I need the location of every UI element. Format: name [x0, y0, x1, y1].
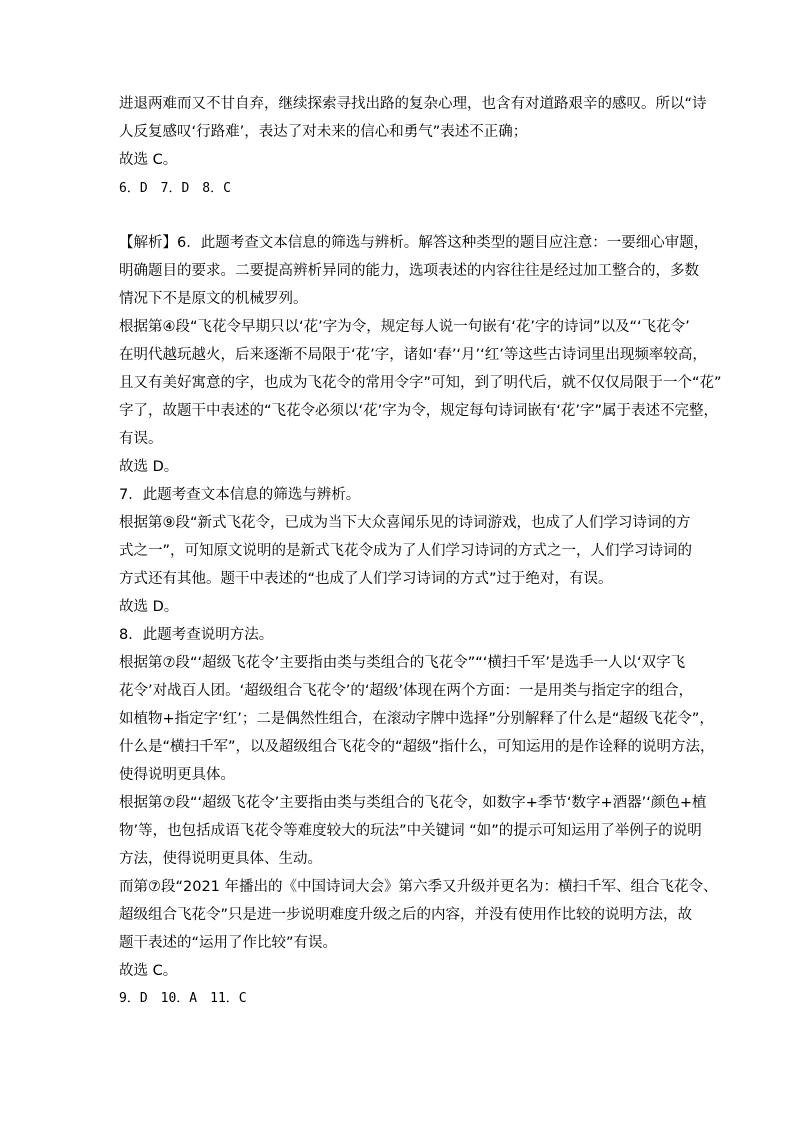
paragraph-line: 故选 C。: [119, 963, 178, 979]
paragraph-line: 使得说明更具体。: [119, 767, 235, 783]
paragraph-line: 方法，使得说明更具体、生动。: [119, 851, 322, 867]
paragraph-line: 题干表述的“运用了作比较”有误。: [119, 935, 338, 951]
paragraph-line: 明确题目的要求。二要提高辨析异同的能力，选项表述的内容往往是经过加工整合的，多数: [119, 263, 699, 279]
answer-key: 6．D 7．D 8．C: [119, 181, 231, 196]
paragraph-line: 在明代越玩越火，后来逐渐不局限于‘花’字，诸如‘春’‘月’‘红’等这些古诗词里出现频率较高，: [119, 347, 707, 363]
paragraph-line: 而第⑦段“2021 年播出的《中国诗词大会》第六季又升级并更名为：横扫千军、组合飞花令、: [119, 879, 718, 895]
paragraph-line: 根据第④段“飞花令早期只以‘花’字为令，规定每人说一句嵌有‘花’字的诗词”以及“‘飞花令’: [119, 319, 690, 335]
paragraph-line: 方式还有其他。题干中表述的“也成了人们学习诗词的方式”过于绝对，有误。: [119, 571, 613, 587]
analysis-heading-line: 【解析】6．此题考查文本信息的筛选与辨析。解答这种类型的题目应注意：一要细心审题，: [119, 235, 709, 251]
paragraph-line: 式之一”，可知原文说明的是新式飞花令成为了人们学习诗词的方式之一，人们学习诗词的: [119, 543, 693, 559]
paragraph-line: 有误。: [119, 431, 163, 447]
paragraph-line: 什么是“横扫千军”，以及超级组合飞花令的“超级”指什么，可知运用的是作诠释的说明方法，: [119, 739, 715, 755]
paragraph-line: 8．此题考查说明方法。: [119, 627, 274, 643]
paragraph-line: 超级组合飞花令”只是进一步说明难度升级之后的内容，并没有使用作比较的说明方法，故: [119, 907, 693, 923]
paragraph-line: 故选 D。: [119, 459, 179, 475]
paragraph-line: 进退两难而又不甘自弃，继续探索寻找出路的复杂心理，也含有对道路艰辛的感叹。所以“诗: [119, 96, 707, 112]
paragraph-line: 人反复感叹‘行路难’，表达了对未来的信心和勇气”表述不正确；: [119, 124, 528, 140]
paragraph-line: 7．此题考查文本信息的筛选与辨析。: [119, 487, 361, 503]
paragraph-line: 字了，故题干中表述的“飞花令必须以‘花’字为令，规定每句诗词嵌有‘花’字”属于表述不完整，: [119, 403, 718, 419]
answer-key: 9．D 10．A 11．C: [119, 991, 247, 1006]
paragraph-line: 且又有美好寓意的字，也成为飞花令的常用令字”可知，到了明代后，就不仅仅局限于一个“花”: [119, 375, 722, 391]
paragraph-line: 情况下不是原文的机械罗列。: [119, 291, 308, 307]
paragraph-line: 物’等，也包括成语飞花令等难度较大的玩法”中关键词 “如”的提示可知运用了举例子的说明: [119, 823, 702, 839]
paragraph-line: 根据第⑨段“新式飞花令，已成为当下大众喜闻乐见的诗词游戏，也成了人们学习诗词的方: [119, 515, 691, 531]
paragraph-line: 花令’对战百人团。‘超级组合飞花令’的‘超级’体现在两个方面：一是用类与指定字的组合，: [119, 683, 694, 699]
paragraph-line: 如植物+指定字‘红’；二是偶然性组合，在滚动字牌中选择”分别解释了什么是“超级飞花令”，: [119, 711, 714, 727]
paragraph-line: 根据第⑦段“‘超级飞花令’主要指由类与类组合的飞花令”“‘横扫千军’是选手一人以‘双字飞: [119, 655, 686, 671]
paragraph-line: 故选 C。: [119, 152, 178, 168]
paragraph-line: 根据第⑦段“‘超级飞花令’主要指由类与类组合的飞花令，如数字+季节‘数字+酒器’‘颜色+植: [119, 795, 707, 811]
paragraph-line: 故选 D。: [119, 599, 179, 615]
